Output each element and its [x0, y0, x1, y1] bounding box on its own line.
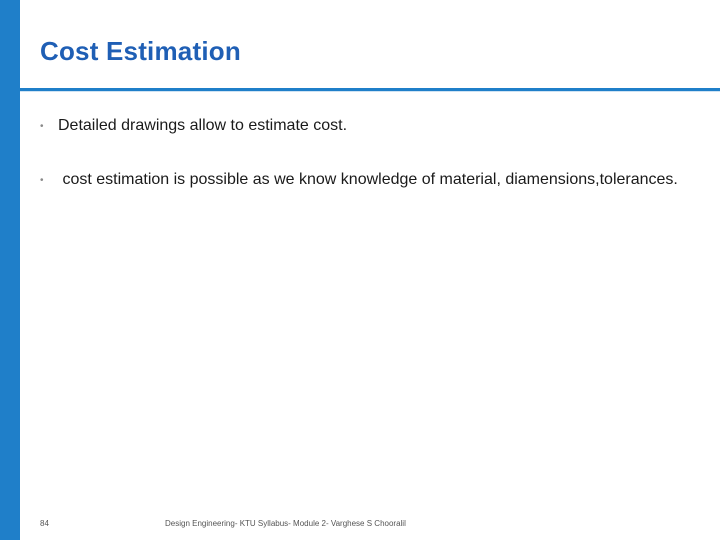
page-number: 84 — [40, 519, 49, 528]
left-accent-bar — [0, 0, 20, 540]
title-divider-shadow — [20, 91, 720, 92]
bullet-icon: • — [40, 175, 44, 186]
bullet-icon: • — [40, 121, 44, 132]
bullet-item — [38, 116, 678, 135]
bullet-item — [38, 170, 678, 189]
bullet-list — [38, 116, 678, 189]
footer-text: Design Engineering- KTU Syllabus- Module 2- Varghese S Chooralil — [165, 519, 406, 528]
bullet-text: Detailed drawings allow to estimate cost. — [58, 117, 348, 134]
bullet-text: cost estimation is possible as we know knowledge of material, diamensions,tolerances. — [58, 171, 678, 188]
slide-title: Cost Estimation — [40, 36, 241, 66]
